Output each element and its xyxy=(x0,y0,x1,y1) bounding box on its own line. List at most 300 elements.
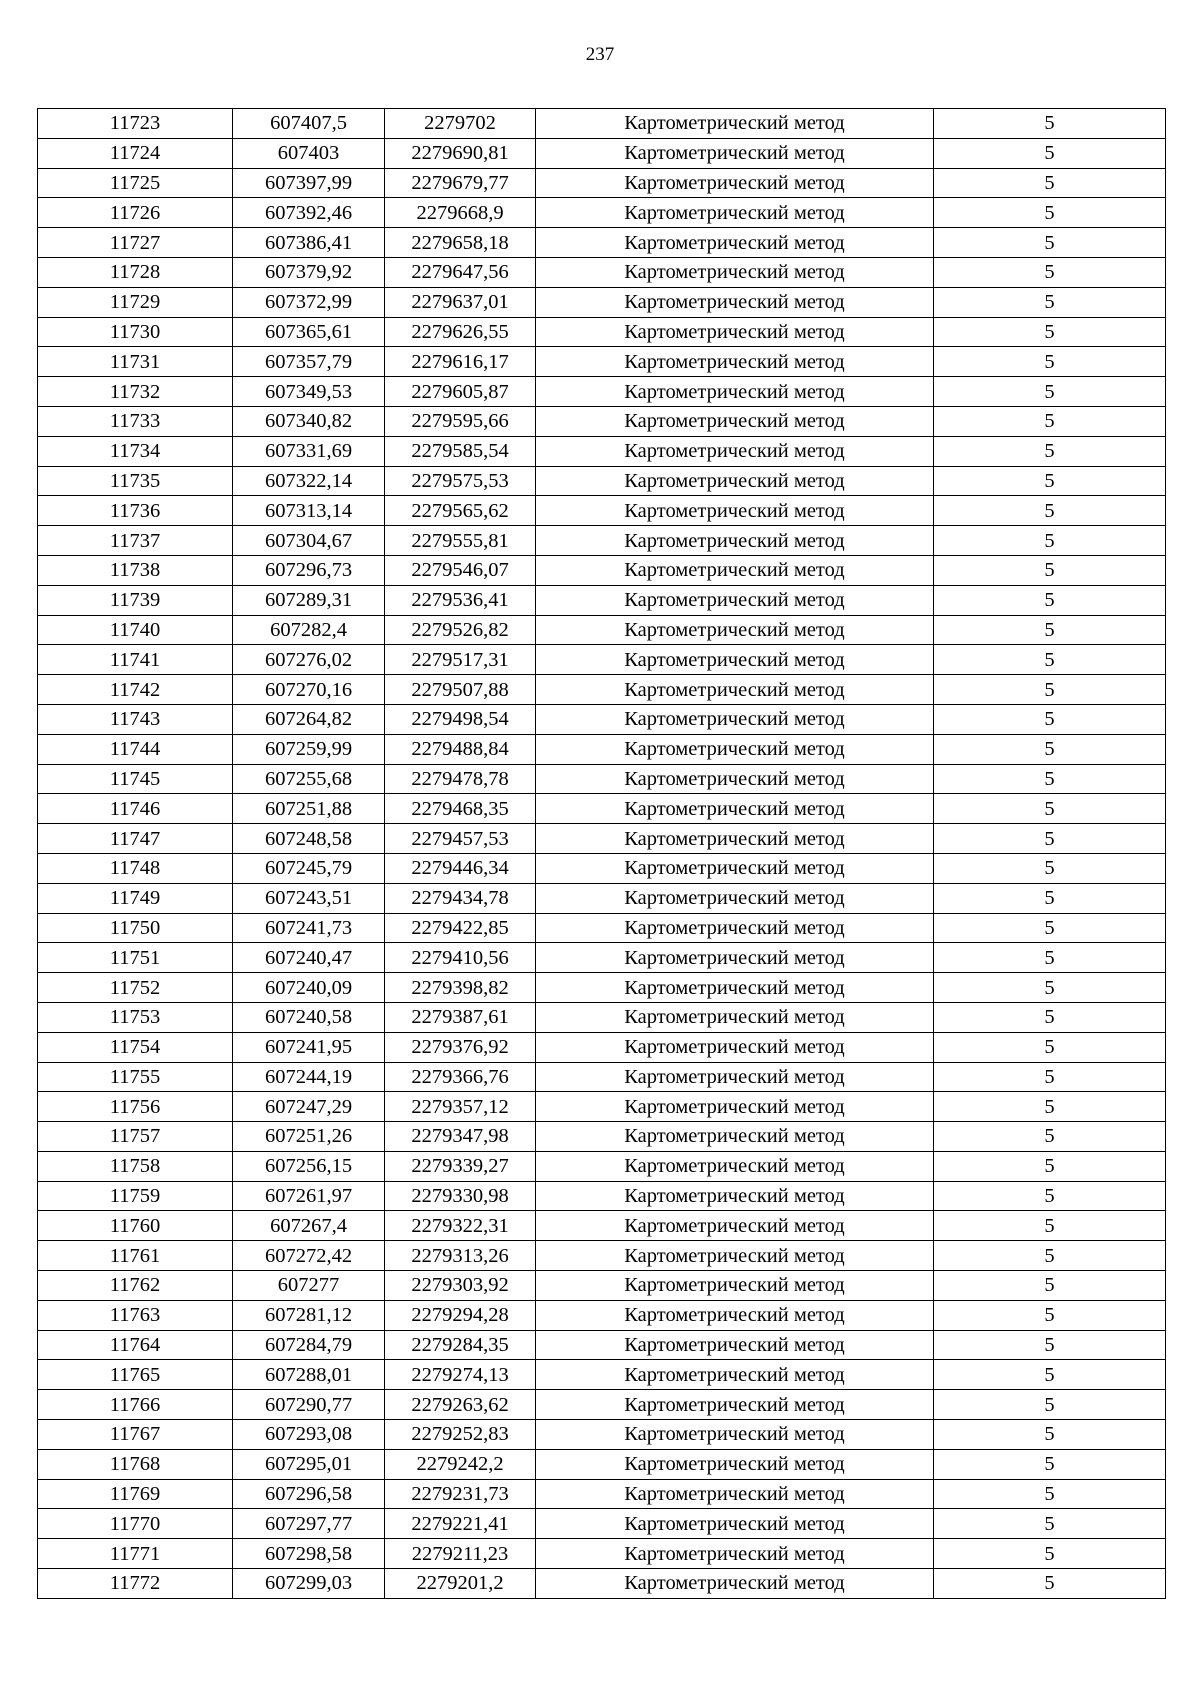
cell-y: 2279201,2 xyxy=(385,1569,536,1599)
cell-accuracy: 5 xyxy=(934,1271,1166,1301)
table-row xyxy=(38,734,1166,764)
table-row xyxy=(38,1390,1166,1420)
table-row xyxy=(38,1062,1166,1092)
cell-point: 11747 xyxy=(38,824,233,854)
table-row xyxy=(38,1181,1166,1211)
cell-accuracy: 5 xyxy=(934,1151,1166,1181)
cell-method: Картометрический метод xyxy=(536,1330,934,1360)
cell-x: 607299,03 xyxy=(233,1569,385,1599)
cell-accuracy: 5 xyxy=(934,645,1166,675)
table-row xyxy=(38,1449,1166,1479)
cell-x: 607288,01 xyxy=(233,1360,385,1390)
cell-point: 11766 xyxy=(38,1390,233,1420)
cell-method: Картометрический метод xyxy=(536,257,934,287)
cell-method: Картометрический метод xyxy=(536,1360,934,1390)
cell-accuracy: 5 xyxy=(934,1092,1166,1122)
coordinates-table-body xyxy=(38,109,1166,1599)
table-row xyxy=(38,1151,1166,1181)
cell-point: 11735 xyxy=(38,466,233,496)
cell-method: Картометрический метод xyxy=(536,734,934,764)
table-row xyxy=(38,287,1166,317)
cell-x: 607298,58 xyxy=(233,1539,385,1569)
table-row xyxy=(38,675,1166,705)
cell-y: 2279517,31 xyxy=(385,645,536,675)
cell-y: 2279585,54 xyxy=(385,436,536,466)
cell-y: 2279313,26 xyxy=(385,1241,536,1271)
table-row xyxy=(38,466,1166,496)
cell-accuracy: 5 xyxy=(934,973,1166,1003)
cell-point: 11759 xyxy=(38,1181,233,1211)
cell-point: 11755 xyxy=(38,1062,233,1092)
table-row xyxy=(38,228,1166,258)
cell-accuracy: 5 xyxy=(934,943,1166,973)
table-row xyxy=(38,1032,1166,1062)
cell-accuracy: 5 xyxy=(934,377,1166,407)
cell-x: 607289,31 xyxy=(233,585,385,615)
cell-x: 607245,79 xyxy=(233,853,385,883)
cell-method: Картометрический метод xyxy=(536,1151,934,1181)
cell-x: 607261,97 xyxy=(233,1181,385,1211)
cell-point: 11750 xyxy=(38,913,233,943)
cell-point: 11739 xyxy=(38,585,233,615)
table-row xyxy=(38,555,1166,585)
cell-accuracy: 5 xyxy=(934,615,1166,645)
cell-point: 11743 xyxy=(38,704,233,734)
cell-x: 607240,47 xyxy=(233,943,385,973)
cell-method: Картометрический метод xyxy=(536,1479,934,1509)
table-row xyxy=(38,645,1166,675)
table-row xyxy=(38,913,1166,943)
cell-accuracy: 5 xyxy=(934,794,1166,824)
cell-accuracy: 5 xyxy=(934,1002,1166,1032)
cell-accuracy: 5 xyxy=(934,824,1166,854)
cell-method: Картометрический метод xyxy=(536,675,934,705)
cell-y: 2279526,82 xyxy=(385,615,536,645)
cell-point: 11762 xyxy=(38,1271,233,1301)
cell-accuracy: 5 xyxy=(934,704,1166,734)
cell-x: 607284,79 xyxy=(233,1330,385,1360)
cell-x: 607277 xyxy=(233,1271,385,1301)
cell-point: 11734 xyxy=(38,436,233,466)
table-row xyxy=(38,436,1166,466)
cell-y: 2279702 xyxy=(385,109,536,139)
cell-y: 2279211,23 xyxy=(385,1539,536,1569)
cell-y: 2279274,13 xyxy=(385,1360,536,1390)
cell-y: 2279366,76 xyxy=(385,1062,536,1092)
cell-x: 607357,79 xyxy=(233,347,385,377)
cell-point: 11753 xyxy=(38,1002,233,1032)
table-row xyxy=(38,1092,1166,1122)
cell-point: 11768 xyxy=(38,1449,233,1479)
table-row xyxy=(38,883,1166,913)
cell-accuracy: 5 xyxy=(934,317,1166,347)
cell-x: 607272,42 xyxy=(233,1241,385,1271)
cell-point: 11723 xyxy=(38,109,233,139)
cell-accuracy: 5 xyxy=(934,1300,1166,1330)
cell-accuracy: 5 xyxy=(934,526,1166,556)
cell-method: Картометрический метод xyxy=(536,1032,934,1062)
page-number: 237 xyxy=(585,44,615,65)
table-row xyxy=(38,317,1166,347)
table-row xyxy=(38,109,1166,139)
table-row xyxy=(38,1479,1166,1509)
cell-x: 607255,68 xyxy=(233,764,385,794)
cell-accuracy: 5 xyxy=(934,347,1166,377)
cell-x: 607240,58 xyxy=(233,1002,385,1032)
cell-y: 2279339,27 xyxy=(385,1151,536,1181)
cell-y: 2279422,85 xyxy=(385,913,536,943)
cell-accuracy: 5 xyxy=(934,1122,1166,1152)
cell-accuracy: 5 xyxy=(934,1509,1166,1539)
cell-point: 11763 xyxy=(38,1300,233,1330)
cell-point: 11724 xyxy=(38,138,233,168)
table-row xyxy=(38,973,1166,1003)
cell-y: 2279668,9 xyxy=(385,198,536,228)
cell-x: 607282,4 xyxy=(233,615,385,645)
cell-method: Картометрический метод xyxy=(536,824,934,854)
table-row xyxy=(38,704,1166,734)
cell-y: 2279252,83 xyxy=(385,1420,536,1450)
table-row xyxy=(38,347,1166,377)
cell-method: Картометрический метод xyxy=(536,287,934,317)
cell-accuracy: 5 xyxy=(934,853,1166,883)
cell-y: 2279387,61 xyxy=(385,1002,536,1032)
cell-x: 607331,69 xyxy=(233,436,385,466)
cell-accuracy: 5 xyxy=(934,913,1166,943)
cell-x: 607379,92 xyxy=(233,257,385,287)
cell-x: 607251,88 xyxy=(233,794,385,824)
cell-x: 607349,53 xyxy=(233,377,385,407)
cell-accuracy: 5 xyxy=(934,1062,1166,1092)
cell-y: 2279555,81 xyxy=(385,526,536,556)
cell-point: 11741 xyxy=(38,645,233,675)
cell-accuracy: 5 xyxy=(934,1449,1166,1479)
cell-y: 2279303,92 xyxy=(385,1271,536,1301)
table-row xyxy=(38,824,1166,854)
coordinates-table xyxy=(37,108,1166,1599)
cell-method: Картометрический метод xyxy=(536,228,934,258)
cell-method: Картометрический метод xyxy=(536,794,934,824)
cell-method: Картометрический метод xyxy=(536,347,934,377)
cell-accuracy: 5 xyxy=(934,764,1166,794)
table-row xyxy=(38,1271,1166,1301)
table-row xyxy=(38,764,1166,794)
cell-method: Картометрический метод xyxy=(536,109,934,139)
cell-y: 2279546,07 xyxy=(385,555,536,585)
cell-method: Картометрический метод xyxy=(536,883,934,913)
cell-method: Картометрический метод xyxy=(536,1062,934,1092)
cell-x: 607293,08 xyxy=(233,1420,385,1450)
cell-x: 607267,4 xyxy=(233,1211,385,1241)
cell-method: Картометрический метод xyxy=(536,1509,934,1539)
table-row xyxy=(38,526,1166,556)
table-row xyxy=(38,615,1166,645)
cell-point: 11749 xyxy=(38,883,233,913)
table-row xyxy=(38,943,1166,973)
table-row xyxy=(38,1002,1166,1032)
cell-point: 11758 xyxy=(38,1151,233,1181)
cell-x: 607290,77 xyxy=(233,1390,385,1420)
table-row xyxy=(38,138,1166,168)
table-row xyxy=(38,1300,1166,1330)
cell-accuracy: 5 xyxy=(934,168,1166,198)
cell-point: 11731 xyxy=(38,347,233,377)
cell-point: 11732 xyxy=(38,377,233,407)
cell-y: 2279347,98 xyxy=(385,1122,536,1152)
cell-method: Картометрический метод xyxy=(536,973,934,1003)
cell-method: Картометрический метод xyxy=(536,406,934,436)
cell-y: 2279647,56 xyxy=(385,257,536,287)
cell-x: 607259,99 xyxy=(233,734,385,764)
cell-accuracy: 5 xyxy=(934,198,1166,228)
table-row xyxy=(38,1539,1166,1569)
table-row xyxy=(38,794,1166,824)
cell-y: 2279616,17 xyxy=(385,347,536,377)
cell-x: 607403 xyxy=(233,138,385,168)
cell-method: Картометрический метод xyxy=(536,496,934,526)
cell-x: 607295,01 xyxy=(233,1449,385,1479)
cell-method: Картометрический метод xyxy=(536,555,934,585)
cell-accuracy: 5 xyxy=(934,466,1166,496)
cell-y: 2279575,53 xyxy=(385,466,536,496)
table-row xyxy=(38,1569,1166,1599)
cell-method: Картометрический метод xyxy=(536,526,934,556)
cell-y: 2279468,35 xyxy=(385,794,536,824)
cell-point: 11760 xyxy=(38,1211,233,1241)
table-row xyxy=(38,257,1166,287)
cell-x: 607264,82 xyxy=(233,704,385,734)
cell-accuracy: 5 xyxy=(934,1181,1166,1211)
cell-method: Картометрический метод xyxy=(536,913,934,943)
cell-accuracy: 5 xyxy=(934,287,1166,317)
cell-method: Картометрический метод xyxy=(536,1390,934,1420)
cell-x: 607340,82 xyxy=(233,406,385,436)
cell-point: 11767 xyxy=(38,1420,233,1450)
cell-x: 607365,61 xyxy=(233,317,385,347)
cell-accuracy: 5 xyxy=(934,555,1166,585)
cell-point: 11765 xyxy=(38,1360,233,1390)
cell-method: Картометрический метод xyxy=(536,436,934,466)
cell-y: 2279457,53 xyxy=(385,824,536,854)
cell-y: 2279410,56 xyxy=(385,943,536,973)
cell-method: Картометрический метод xyxy=(536,138,934,168)
cell-y: 2279294,28 xyxy=(385,1300,536,1330)
cell-accuracy: 5 xyxy=(934,1539,1166,1569)
cell-point: 11738 xyxy=(38,555,233,585)
cell-method: Картометрический метод xyxy=(536,1122,934,1152)
cell-method: Картометрический метод xyxy=(536,1241,934,1271)
cell-x: 607407,5 xyxy=(233,109,385,139)
cell-point: 11736 xyxy=(38,496,233,526)
table-row xyxy=(38,406,1166,436)
cell-point: 11757 xyxy=(38,1122,233,1152)
cell-x: 607276,02 xyxy=(233,645,385,675)
table-row xyxy=(38,1241,1166,1271)
cell-y: 2279357,12 xyxy=(385,1092,536,1122)
table-row xyxy=(38,496,1166,526)
cell-accuracy: 5 xyxy=(934,585,1166,615)
cell-accuracy: 5 xyxy=(934,138,1166,168)
cell-point: 11740 xyxy=(38,615,233,645)
cell-point: 11745 xyxy=(38,764,233,794)
cell-point: 11754 xyxy=(38,1032,233,1062)
cell-x: 607304,67 xyxy=(233,526,385,556)
cell-point: 11769 xyxy=(38,1479,233,1509)
cell-x: 607240,09 xyxy=(233,973,385,1003)
cell-y: 2279242,2 xyxy=(385,1449,536,1479)
cell-accuracy: 5 xyxy=(934,1241,1166,1271)
cell-x: 607251,26 xyxy=(233,1122,385,1152)
cell-x: 607386,41 xyxy=(233,228,385,258)
cell-point: 11729 xyxy=(38,287,233,317)
cell-accuracy: 5 xyxy=(934,257,1166,287)
cell-method: Картометрический метод xyxy=(536,853,934,883)
cell-x: 607313,14 xyxy=(233,496,385,526)
cell-accuracy: 5 xyxy=(934,675,1166,705)
cell-point: 11752 xyxy=(38,973,233,1003)
cell-y: 2279263,62 xyxy=(385,1390,536,1420)
cell-accuracy: 5 xyxy=(934,734,1166,764)
cell-x: 607322,14 xyxy=(233,466,385,496)
table-row xyxy=(38,853,1166,883)
cell-x: 607248,58 xyxy=(233,824,385,854)
cell-method: Картометрический метод xyxy=(536,1300,934,1330)
cell-y: 2279626,55 xyxy=(385,317,536,347)
cell-accuracy: 5 xyxy=(934,1360,1166,1390)
cell-point: 11771 xyxy=(38,1539,233,1569)
cell-y: 2279536,41 xyxy=(385,585,536,615)
cell-x: 607243,51 xyxy=(233,883,385,913)
cell-method: Картометрический метод xyxy=(536,377,934,407)
cell-method: Картометрический метод xyxy=(536,1271,934,1301)
cell-y: 2279498,54 xyxy=(385,704,536,734)
cell-accuracy: 5 xyxy=(934,1211,1166,1241)
cell-y: 2279679,77 xyxy=(385,168,536,198)
cell-point: 11761 xyxy=(38,1241,233,1271)
cell-y: 2279221,41 xyxy=(385,1509,536,1539)
cell-x: 607397,99 xyxy=(233,168,385,198)
cell-accuracy: 5 xyxy=(934,1390,1166,1420)
cell-y: 2279322,31 xyxy=(385,1211,536,1241)
cell-accuracy: 5 xyxy=(934,436,1166,466)
cell-method: Картометрический метод xyxy=(536,1539,934,1569)
table-row xyxy=(38,168,1166,198)
table-row xyxy=(38,1509,1166,1539)
cell-y: 2279398,82 xyxy=(385,973,536,1003)
cell-point: 11725 xyxy=(38,168,233,198)
cell-point: 11744 xyxy=(38,734,233,764)
cell-method: Картометрический метод xyxy=(536,466,934,496)
cell-method: Картометрический метод xyxy=(536,943,934,973)
cell-method: Картометрический метод xyxy=(536,764,934,794)
table-row xyxy=(38,1330,1166,1360)
cell-method: Картометрический метод xyxy=(536,168,934,198)
table-row xyxy=(38,1360,1166,1390)
cell-method: Картометрический метод xyxy=(536,1002,934,1032)
cell-point: 11737 xyxy=(38,526,233,556)
cell-point: 11770 xyxy=(38,1509,233,1539)
cell-y: 2279565,62 xyxy=(385,496,536,526)
cell-y: 2279478,78 xyxy=(385,764,536,794)
cell-x: 607296,58 xyxy=(233,1479,385,1509)
cell-method: Картометрический метод xyxy=(536,1420,934,1450)
cell-point: 11728 xyxy=(38,257,233,287)
cell-method: Картометрический метод xyxy=(536,1569,934,1599)
cell-y: 2279595,66 xyxy=(385,406,536,436)
cell-method: Картометрический метод xyxy=(536,585,934,615)
cell-y: 2279446,34 xyxy=(385,853,536,883)
cell-method: Картометрический метод xyxy=(536,1181,934,1211)
cell-y: 2279690,81 xyxy=(385,138,536,168)
cell-x: 607241,73 xyxy=(233,913,385,943)
table-row xyxy=(38,1420,1166,1450)
cell-x: 607256,15 xyxy=(233,1151,385,1181)
cell-accuracy: 5 xyxy=(934,496,1166,526)
cell-accuracy: 5 xyxy=(934,1032,1166,1062)
cell-method: Картометрический метод xyxy=(536,645,934,675)
cell-y: 2279605,87 xyxy=(385,377,536,407)
cell-y: 2279637,01 xyxy=(385,287,536,317)
cell-point: 11772 xyxy=(38,1569,233,1599)
table-row xyxy=(38,1122,1166,1152)
cell-method: Картометрический метод xyxy=(536,704,934,734)
cell-accuracy: 5 xyxy=(934,406,1166,436)
cell-y: 2279658,18 xyxy=(385,228,536,258)
table-row xyxy=(38,1211,1166,1241)
cell-accuracy: 5 xyxy=(934,109,1166,139)
cell-method: Картометрический метод xyxy=(536,615,934,645)
cell-x: 607372,99 xyxy=(233,287,385,317)
cell-point: 11756 xyxy=(38,1092,233,1122)
cell-accuracy: 5 xyxy=(934,1420,1166,1450)
cell-y: 2279284,35 xyxy=(385,1330,536,1360)
cell-method: Картометрический метод xyxy=(536,1449,934,1479)
cell-y: 2279330,98 xyxy=(385,1181,536,1211)
cell-x: 607392,46 xyxy=(233,198,385,228)
table-row xyxy=(38,585,1166,615)
cell-y: 2279507,88 xyxy=(385,675,536,705)
cell-method: Картометрический метод xyxy=(536,198,934,228)
cell-point: 11748 xyxy=(38,853,233,883)
cell-accuracy: 5 xyxy=(934,1479,1166,1509)
cell-accuracy: 5 xyxy=(934,1569,1166,1599)
cell-accuracy: 5 xyxy=(934,883,1166,913)
cell-point: 11730 xyxy=(38,317,233,347)
cell-y: 2279231,73 xyxy=(385,1479,536,1509)
cell-x: 607296,73 xyxy=(233,555,385,585)
cell-y: 2279488,84 xyxy=(385,734,536,764)
cell-point: 11727 xyxy=(38,228,233,258)
cell-y: 2279434,78 xyxy=(385,883,536,913)
cell-y: 2279376,92 xyxy=(385,1032,536,1062)
cell-point: 11746 xyxy=(38,794,233,824)
cell-method: Картометрический метод xyxy=(536,1211,934,1241)
cell-x: 607297,77 xyxy=(233,1509,385,1539)
cell-x: 607241,95 xyxy=(233,1032,385,1062)
cell-x: 607244,19 xyxy=(233,1062,385,1092)
cell-point: 11751 xyxy=(38,943,233,973)
cell-method: Картометрический метод xyxy=(536,317,934,347)
cell-point: 11764 xyxy=(38,1330,233,1360)
cell-x: 607270,16 xyxy=(233,675,385,705)
cell-point: 11726 xyxy=(38,198,233,228)
cell-point: 11733 xyxy=(38,406,233,436)
cell-accuracy: 5 xyxy=(934,1330,1166,1360)
table-row xyxy=(38,377,1166,407)
cell-point: 11742 xyxy=(38,675,233,705)
cell-x: 607281,12 xyxy=(233,1300,385,1330)
cell-x: 607247,29 xyxy=(233,1092,385,1122)
